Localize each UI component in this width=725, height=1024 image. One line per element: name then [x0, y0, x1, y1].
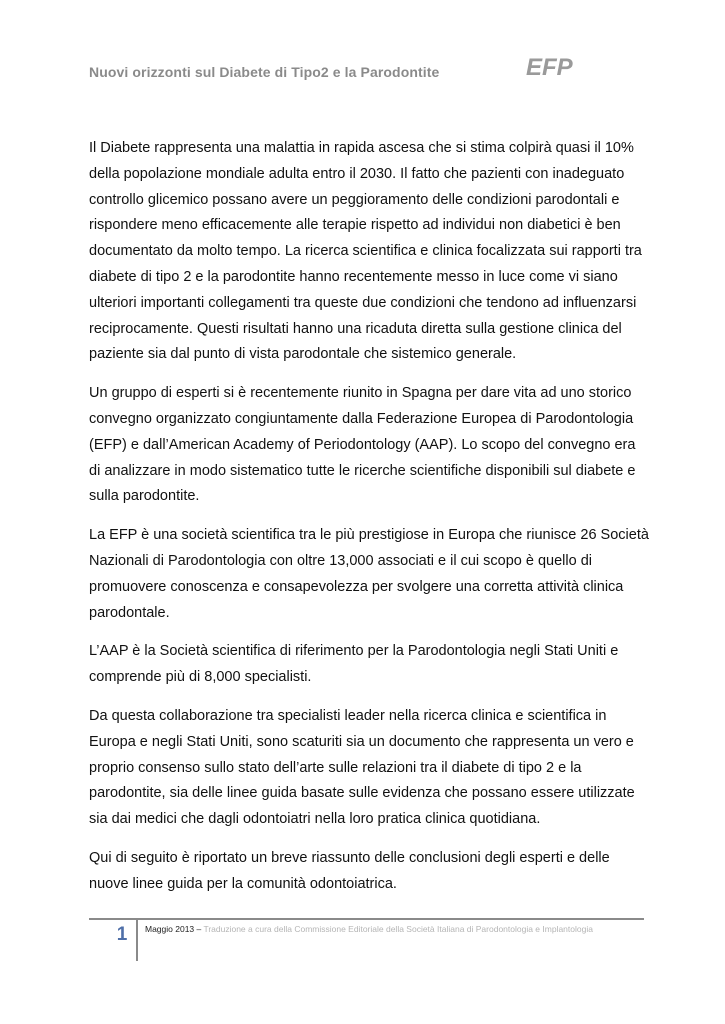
efp-logo: EFP — [526, 54, 573, 81]
footer-date: Maggio 2013 – — [145, 924, 204, 934]
paragraph: Da questa collaborazione tra specialisti leader nella ricerca clinica e scientifica in Europa e negli Stati Uniti, sono scaturiti sia un documento che rappresenta un vero e proprio consenso sullo stato dell’arte sulle relazioni tra il diabete di tipo 2 e la parodontite, sia delle linee guida basate sulle evidenza che possano essere utilizzate sia dai medici che dagli odontoiatri nella loro pratica clinica quotidiana. — [89, 707, 635, 828]
paragraph: Qui di seguito è riportato un breve riassunto delle conclusioni degli esperti e delle nuove linee guida per la comunità odontoiatrica. — [89, 849, 610, 892]
footer-credit: Traduzione a cura della Commissione Editoriale della Società Italiana di Parodontologia e Implantologia — [203, 924, 593, 934]
paragraph: L’AAP è la Società scientifica di riferimento per la Parodontologia negli Stati Uniti e comprende più di 8,000 specialisti. — [89, 643, 619, 686]
paragraph: La EFP è una società scientifica tra le più prestigiose in Europa che riunisce 26 Società Nazionali di Parodontologia con oltre 13,000 associati e il cui scopo è quello di promuovere conoscenza e consapevolezza per svolgere una corretta attività clinica parodontale. — [89, 527, 649, 621]
paragraph: Il Diabete rappresenta una malattia in rapida ascesa che si stima colpirà quasi il 10% della popolazione mondiale adulta entro il 2030. Il fatto che pazienti con inadeguato controllo glicemico possano avere un peggioramento delle condizioni parodontali e rispondere meno efficacemente alle terapie rispetto ad individui non diabetici è ben documentato da molto tempo. La ricerca scientifica e clinica focalizzata sui rapporti tra diabete di tipo 2 e la parodontite hanno recentemente messo in luce come vi siano ulteriori importanti collegamenti tra queste due condizioni che tendono ad influenzarsi reciprocamente. Questi risultati hanno una ricaduta diretta sulla gestione clinica del paziente sia dal punto di vista parodontale che sistemico generale. — [89, 140, 642, 363]
footer-vertical-divider — [136, 919, 138, 961]
header-title: Nuovi orizzonti sul Diabete di Tipo2 e la Parodontite — [89, 64, 440, 80]
document-body — [89, 136, 649, 911]
page-number: 1 — [116, 924, 128, 945]
paragraph: Un gruppo di esperti si è recentemente riunito in Spagna per dare vita ad uno storico convegno organizzato congiuntamente dalla Federazione Europea di Parodontologia (EFP) e dall’American Academy of Periodontology (AAP). Lo scopo del convegno era di analizzare in modo sistematico tutte le ricerche scientifiche disponibili sul diabete e sulla parodontite. — [89, 385, 636, 505]
footer-text — [145, 924, 593, 934]
footer-divider — [89, 918, 644, 920]
